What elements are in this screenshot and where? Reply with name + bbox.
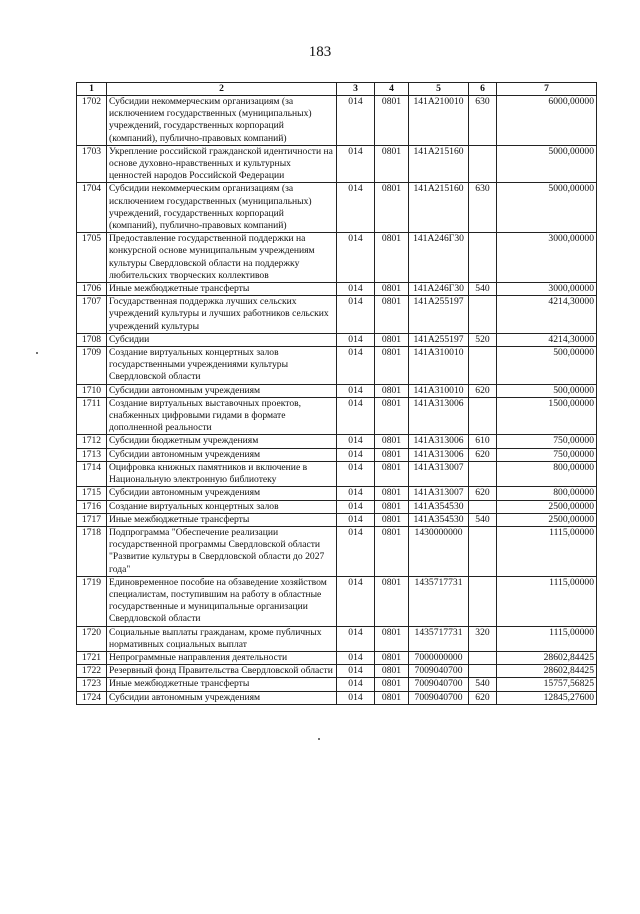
row-admin-code: 014	[337, 526, 375, 576]
table-row	[77, 576, 597, 626]
row-section-code: 0801	[375, 461, 409, 486]
table-row	[77, 487, 597, 500]
table-row	[77, 651, 597, 664]
row-expense-type: 540	[469, 283, 497, 296]
row-expense-type	[469, 651, 497, 664]
row-description: Оцифровка книжных памятников и включение в Национальную электронную библиотеку	[107, 461, 337, 486]
row-target-code: 141A215160	[409, 183, 469, 233]
row-target-code: 141A313007	[409, 487, 469, 500]
row-number: 1716	[77, 500, 107, 513]
row-admin-code: 014	[337, 626, 375, 651]
row-number: 1720	[77, 626, 107, 651]
column-header: 3	[337, 83, 375, 96]
row-section-code: 0801	[375, 513, 409, 526]
row-admin-code: 014	[337, 397, 375, 435]
row-section-code: 0801	[375, 665, 409, 678]
row-target-code: 1435717731	[409, 576, 469, 626]
row-description: Субсидии автономным учреждениям	[107, 691, 337, 704]
row-number: 1722	[77, 665, 107, 678]
column-header: 1	[77, 83, 107, 96]
row-amount: 800,00000	[497, 461, 597, 486]
row-description: Укрепление российской гражданской идентичности на основе духовно-нравственных и культурных ценностей народов Российской Федерации	[107, 145, 337, 183]
column-header: 6	[469, 83, 497, 96]
row-expense-type	[469, 347, 497, 385]
row-amount: 6000,00000	[497, 96, 597, 146]
row-expense-type	[469, 500, 497, 513]
row-description: Создание виртуальных выставочных проектов, снабженных цифровыми гидами в формате дополненной реальности	[107, 397, 337, 435]
row-section-code: 0801	[375, 397, 409, 435]
row-admin-code: 014	[337, 283, 375, 296]
row-number: 1724	[77, 691, 107, 704]
table-row	[77, 691, 597, 704]
table-row	[77, 333, 597, 346]
row-amount: 28602,84425	[497, 651, 597, 664]
table-row	[77, 626, 597, 651]
row-section-code: 0801	[375, 500, 409, 513]
row-number: 1703	[77, 145, 107, 183]
row-section-code: 0801	[375, 487, 409, 500]
row-amount: 5000,00000	[497, 145, 597, 183]
row-target-code: 141A215160	[409, 145, 469, 183]
row-description: Субсидии	[107, 333, 337, 346]
row-amount: 15757,56825	[497, 678, 597, 691]
row-amount: 500,00000	[497, 384, 597, 397]
row-number: 1714	[77, 461, 107, 486]
row-amount: 2500,00000	[497, 500, 597, 513]
row-expense-type	[469, 461, 497, 486]
row-expense-type	[469, 576, 497, 626]
row-admin-code: 014	[337, 448, 375, 461]
row-target-code: 7009040700	[409, 691, 469, 704]
row-section-code: 0801	[375, 283, 409, 296]
row-admin-code: 014	[337, 296, 375, 334]
row-amount: 800,00000	[497, 487, 597, 500]
row-number: 1704	[77, 183, 107, 233]
row-expense-type: 620	[469, 691, 497, 704]
table-row	[77, 145, 597, 183]
row-admin-code: 014	[337, 183, 375, 233]
row-description: Субсидии автономным учреждениям	[107, 487, 337, 500]
row-number: 1713	[77, 448, 107, 461]
page-number: 183	[308, 44, 332, 60]
row-target-code: 141A246Г30	[409, 233, 469, 283]
row-section-code: 0801	[375, 183, 409, 233]
row-section-code: 0801	[375, 96, 409, 146]
row-target-code: 141A310010	[409, 347, 469, 385]
row-number: 1710	[77, 384, 107, 397]
row-amount: 2500,00000	[497, 513, 597, 526]
table-row	[77, 678, 597, 691]
row-expense-type	[469, 526, 497, 576]
row-description: Единовременное пособие на обзаведение хозяйством специалистам, поступившим на работу в областные государственные и муниципальные организации Свердловской области	[107, 576, 337, 626]
row-number: 1712	[77, 435, 107, 448]
row-expense-type: 540	[469, 678, 497, 691]
row-description: Государственная поддержка лучших сельских учреждений культуры и лучших работников сельских учреждений культуры	[107, 296, 337, 334]
row-admin-code: 014	[337, 665, 375, 678]
row-section-code: 0801	[375, 651, 409, 664]
row-description: Предоставление государственной поддержки на конкурсной основе муниципальным учреждениям культуры Свердловской области на поддержку любительских творческих коллективов	[107, 233, 337, 283]
row-expense-type: 540	[469, 513, 497, 526]
row-target-code: 141A313007	[409, 461, 469, 486]
table-row	[77, 665, 597, 678]
row-description: Субсидии некоммерческим организациям (за исключением государственных (муниципальных) учреждений, государственных корпораций (компаний), публично-правовых компаний)	[107, 183, 337, 233]
row-description: Субсидии автономным учреждениям	[107, 448, 337, 461]
row-target-code: 141A255197	[409, 333, 469, 346]
table-row	[77, 526, 597, 576]
table-row	[77, 283, 597, 296]
row-admin-code: 014	[337, 691, 375, 704]
row-description: Субсидии автономным учреждениям	[107, 384, 337, 397]
row-description: Субсидии некоммерческим организациям (за исключением государственных (муниципальных) учреждений, государственных корпораций (компаний), публично-правовых компаний)	[107, 96, 337, 146]
row-amount: 1115,00000	[497, 526, 597, 576]
row-amount: 1115,00000	[497, 576, 597, 626]
row-number: 1705	[77, 233, 107, 283]
row-section-code: 0801	[375, 347, 409, 385]
table-row	[77, 296, 597, 334]
row-number: 1709	[77, 347, 107, 385]
row-description: Иные межбюджетные трансферты	[107, 513, 337, 526]
row-expense-type: 630	[469, 183, 497, 233]
row-target-code: 141A354530	[409, 513, 469, 526]
row-description: Иные межбюджетные трансферты	[107, 678, 337, 691]
row-target-code: 141A313006	[409, 448, 469, 461]
row-section-code: 0801	[375, 678, 409, 691]
row-section-code: 0801	[375, 233, 409, 283]
table-row	[77, 96, 597, 146]
row-target-code: 141A310010	[409, 384, 469, 397]
row-number: 1719	[77, 576, 107, 626]
row-admin-code: 014	[337, 500, 375, 513]
row-target-code: 7000000000	[409, 651, 469, 664]
row-description: Создание виртуальных концертных залов	[107, 500, 337, 513]
row-admin-code: 014	[337, 333, 375, 346]
table-row	[77, 435, 597, 448]
row-section-code: 0801	[375, 626, 409, 651]
budget-table	[76, 82, 597, 705]
row-admin-code: 014	[337, 513, 375, 526]
row-expense-type	[469, 233, 497, 283]
row-expense-type: 620	[469, 448, 497, 461]
table-row	[77, 397, 597, 435]
row-expense-type: 620	[469, 384, 497, 397]
row-amount: 750,00000	[497, 448, 597, 461]
row-description: Иные межбюджетные трансферты	[107, 283, 337, 296]
row-expense-type	[469, 665, 497, 678]
row-amount: 4214,30000	[497, 296, 597, 334]
row-target-code: 141A354530	[409, 500, 469, 513]
table-row	[77, 233, 597, 283]
scan-speck	[318, 738, 320, 740]
row-section-code: 0801	[375, 691, 409, 704]
row-amount: 28602,84425	[497, 665, 597, 678]
row-admin-code: 014	[337, 145, 375, 183]
table-row	[77, 500, 597, 513]
row-admin-code: 014	[337, 487, 375, 500]
table-row	[77, 461, 597, 486]
column-header: 7	[497, 83, 597, 96]
row-target-code: 141A313006	[409, 397, 469, 435]
row-admin-code: 014	[337, 435, 375, 448]
row-section-code: 0801	[375, 333, 409, 346]
row-amount: 5000,00000	[497, 183, 597, 233]
row-target-code: 141A246Г30	[409, 283, 469, 296]
row-amount: 1500,00000	[497, 397, 597, 435]
row-section-code: 0801	[375, 296, 409, 334]
row-amount: 12845,27600	[497, 691, 597, 704]
row-description: Непрограммные направления деятельности	[107, 651, 337, 664]
table-row	[77, 448, 597, 461]
row-amount: 1115,00000	[497, 626, 597, 651]
row-admin-code: 014	[337, 233, 375, 283]
row-number: 1723	[77, 678, 107, 691]
row-target-code: 141A210010	[409, 96, 469, 146]
column-header: 2	[107, 83, 337, 96]
row-amount: 500,00000	[497, 347, 597, 385]
row-expense-type: 520	[469, 333, 497, 346]
row-number: 1721	[77, 651, 107, 664]
table-row	[77, 347, 597, 385]
row-expense-type	[469, 397, 497, 435]
row-amount: 3000,00000	[497, 233, 597, 283]
row-target-code: 141A255197	[409, 296, 469, 334]
row-section-code: 0801	[375, 384, 409, 397]
row-description: Резервный фонд Правительства Свердловской области	[107, 665, 337, 678]
scan-speck	[36, 352, 38, 354]
row-admin-code: 014	[337, 651, 375, 664]
row-section-code: 0801	[375, 526, 409, 576]
row-description: Подпрограмма "Обеспечение реализации государственной программы Свердловской области "Развитие культуры в Свердловской области до 2027 года"	[107, 526, 337, 576]
row-expense-type	[469, 296, 497, 334]
row-section-code: 0801	[375, 145, 409, 183]
row-number: 1708	[77, 333, 107, 346]
row-number: 1715	[77, 487, 107, 500]
row-number: 1718	[77, 526, 107, 576]
row-section-code: 0801	[375, 576, 409, 626]
row-target-code: 141A313006	[409, 435, 469, 448]
row-admin-code: 014	[337, 678, 375, 691]
row-number: 1706	[77, 283, 107, 296]
row-expense-type: 620	[469, 487, 497, 500]
row-number: 1711	[77, 397, 107, 435]
row-description: Создание виртуальных концертных залов государственными учреждениями культуры Свердловской области	[107, 347, 337, 385]
table-row	[77, 183, 597, 233]
row-admin-code: 014	[337, 384, 375, 397]
row-expense-type	[469, 145, 497, 183]
row-target-code: 7009040700	[409, 678, 469, 691]
row-target-code: 7009040700	[409, 665, 469, 678]
row-description: Социальные выплаты гражданам, кроме публичных нормативных социальных выплат	[107, 626, 337, 651]
row-admin-code: 014	[337, 96, 375, 146]
row-expense-type: 610	[469, 435, 497, 448]
row-amount: 3000,00000	[497, 283, 597, 296]
row-admin-code: 014	[337, 347, 375, 385]
column-header: 5	[409, 83, 469, 96]
table-row	[77, 513, 597, 526]
row-number: 1717	[77, 513, 107, 526]
row-number: 1707	[77, 296, 107, 334]
row-expense-type: 630	[469, 96, 497, 146]
row-admin-code: 014	[337, 576, 375, 626]
row-amount: 750,00000	[497, 435, 597, 448]
row-target-code: 1430000000	[409, 526, 469, 576]
column-header: 4	[375, 83, 409, 96]
row-description: Субсидии бюджетным учреждениям	[107, 435, 337, 448]
table-row	[77, 384, 597, 397]
row-target-code: 1435717731	[409, 626, 469, 651]
row-expense-type: 320	[469, 626, 497, 651]
row-admin-code: 014	[337, 461, 375, 486]
row-amount: 4214,30000	[497, 333, 597, 346]
row-section-code: 0801	[375, 435, 409, 448]
table-header-row	[77, 83, 597, 96]
row-section-code: 0801	[375, 448, 409, 461]
row-number: 1702	[77, 96, 107, 146]
